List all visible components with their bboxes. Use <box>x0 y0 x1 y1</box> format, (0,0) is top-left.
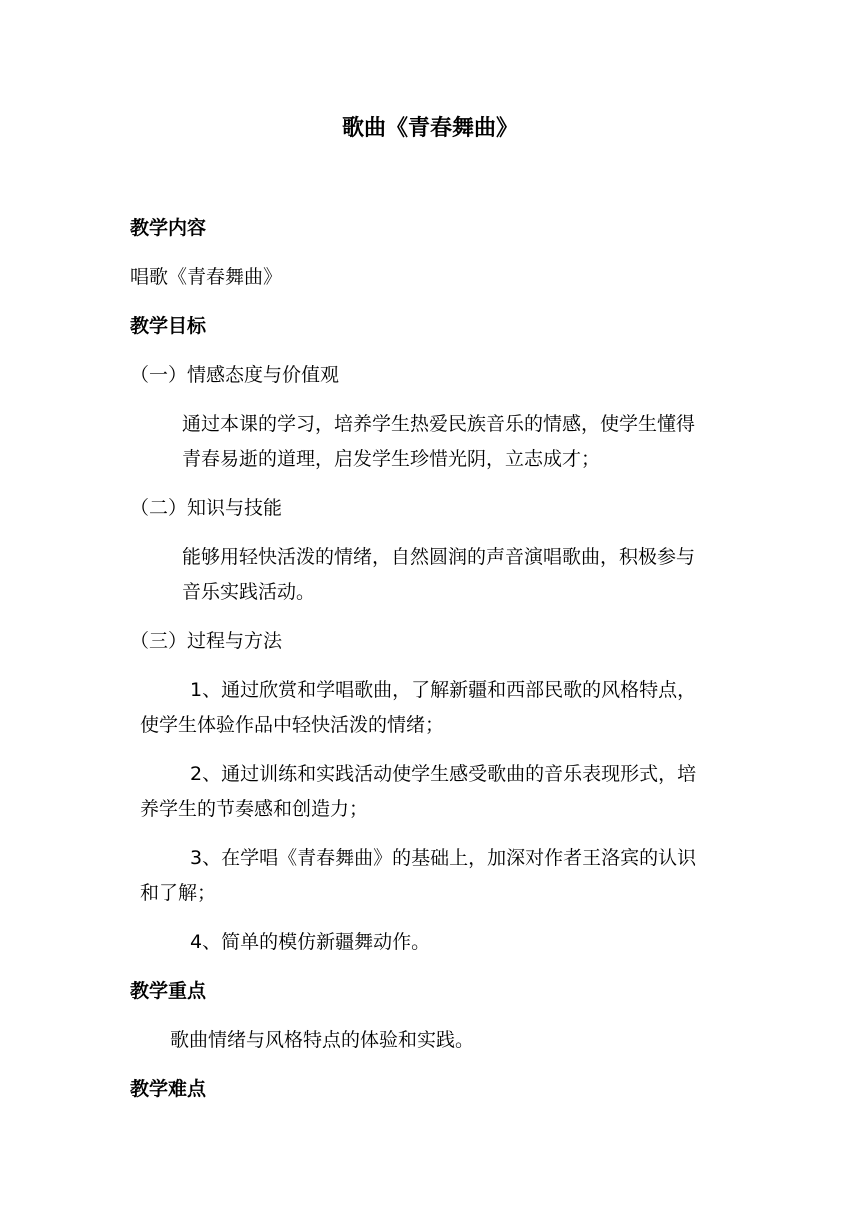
method1-line1: 1、通过欣赏和学唱歌曲，了解新疆和西部民歌的风格特点， <box>190 679 697 701</box>
keypoint-text: 歌曲情绪与风格特点的体验和实践。 <box>170 1029 475 1051</box>
section-heading-difficulty: 教学难点 <box>130 1078 207 1100</box>
section-heading-goals: 教学目标 <box>130 315 207 337</box>
method3-line2: 和了解； <box>140 882 217 904</box>
method1-line2: 使学生体验作品中轻快活泼的情绪； <box>140 714 445 736</box>
goal1-text-line1: 通过本课的学习，培养学生热爱民族音乐的情感，使学生懂得 <box>182 413 696 435</box>
goal2-text-line2: 音乐实践活动。 <box>182 581 316 603</box>
document-title: 歌曲《青春舞曲》 <box>341 116 518 141</box>
section-heading-keypoint: 教学重点 <box>130 980 207 1002</box>
content-text: 唱歌《青春舞曲》 <box>130 266 283 288</box>
method3-line1: 3、在学唱《青春舞曲》的基础上，加深对作者王洛宾的认识 <box>190 847 697 869</box>
method4-line1: 4、简单的模仿新疆舞动作。 <box>190 931 431 953</box>
goal2-heading: （二）知识与技能 <box>130 497 283 519</box>
method2-line2: 养学生的节奏感和创造力； <box>140 798 369 820</box>
goal1-heading: （一）情感态度与价值观 <box>130 364 340 386</box>
section-heading-content: 教学内容 <box>130 217 207 239</box>
goal3-heading: （三）过程与方法 <box>130 630 283 652</box>
method2-line1: 2、通过训练和实践活动使学生感受歌曲的音乐表现形式，培 <box>190 763 697 785</box>
goal1-text-line2: 青春易逝的道理，启发学生珍惜光阴，立志成才； <box>182 448 601 470</box>
goal2-text-line1: 能够用轻快活泼的情绪，自然圆润的声音演唱歌曲，积极参与 <box>182 546 696 568</box>
